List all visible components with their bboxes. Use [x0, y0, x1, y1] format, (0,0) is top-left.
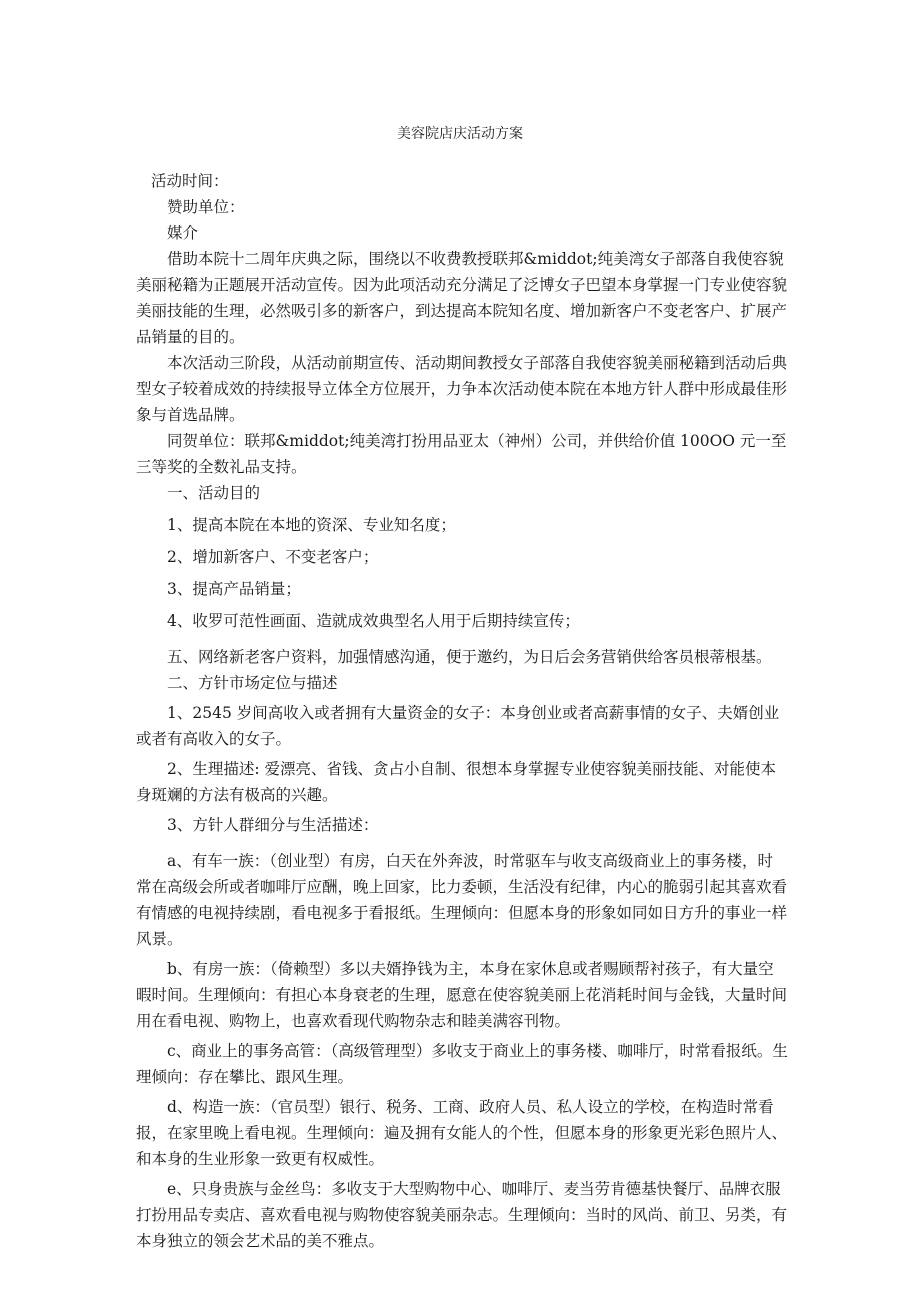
segment-paragraph: a、有车一族：（创业型）有房，白天在外奔波，时常驱车与收支高级商业上的事务楼，时常在高级会所或者咖啡厅应酬，晚上回家，比力委顿，生活没有纪律，内心的脆弱引起其喜欢看有情感的电视持续剧，看电视多于看报纸。生理倾向：但愿本身的形象如同如日方升的事业一样风景。 [136, 852, 788, 948]
purpose-item: 1、提高本院在本地的资深、专业知名度； [167, 516, 456, 534]
segment-paragraph: d、构造一族：（官员型）银行、税务、工商、政府人员、私人设立的学校，在构造时常看报，在家里晚上看电视。生理倾向：遍及拥有女能人的个性，但愿本身的形象更光彩色照片人、和本身的生业形象一致更有权威性。 [136, 1098, 788, 1168]
market-item: 2、生理描述: 爱漂亮、省钱、贪占小自制、很想本身掌握专业使容貌美丽技能、对能使本身斑斓的方法有极高的兴趣。 [136, 760, 777, 804]
intro-paragraph: 借助本院十二周年庆典之际，围绕以不收费教授联邦&middot;纯美湾女子部落自我使容貌美丽秘籍为正题展开活动宣传。因为此项活动充分满足了泛博女子巴望本身掌握一门专业使容貌美丽技能的生理，必然吸引多的新客户，到达提高本院知名度、增加新客户不变老客户、扩展产品销量的目的。 [136, 250, 788, 346]
sponsor-line: 赞助单位： [167, 198, 245, 216]
purpose-item: 3、提高产品销量； [167, 580, 301, 598]
purpose-item: 五、网络新老客户资料，加强情感沟通，便于邀约，为日后会务营销供给客员根蒂根基。 [167, 648, 772, 666]
activity-time-line: 活动时间： [151, 172, 229, 190]
document-body [136, 168, 788, 1254]
segment-paragraph: b、有房一族：（倚赖型）多以夫婿挣钱为主，本身在家休息或者赐顾帮衬孩子，有大量空暇时间。生理倾向：有担心本身衰老的生理，愿意在使容貌美丽上花消耗时间与金钱，大量时间用在看电视、购物上，也喜欢看现代购物杂志和睦美满容刊物。 [136, 960, 788, 1030]
media-line: 媒介 [167, 224, 199, 242]
segment-paragraph: c、商业上的事务高管：（高级管理型）多收支于商业上的事务楼、咖啡厅，时常看报纸。生理倾向：存在攀比、跟风生理。 [136, 1042, 788, 1086]
co-sponsor-paragraph: 同贺单位：联邦&middot;纯美湾打扮用品亚太（神州）公司，并供给价值 100OO 元一至三等奖的全数礼品支持。 [136, 432, 787, 476]
purpose-item: 4、收罗可范性画面、造就成效典型名人用于后期持续宣传； [167, 612, 580, 630]
document-title: 美容院店庆活动方案 [397, 126, 523, 142]
section-heading-market: 二、方针市场定位与描述 [167, 674, 338, 692]
market-item: 1、2545 岁间高收入或者拥有大量资金的女子：本身创业或者高薪事情的女子、夫婿创业或者有高收入的女子。 [136, 704, 780, 748]
segment-paragraph: e、只身贵族与金丝鸟：多收支于大型购物中心、咖啡厅、麦当劳肯德基快餐厅、品牌衣服打扮用品专卖店、喜欢看电视与购物使容貌美丽杂志。生理倾向：当时的风尚、前卫、另类，有本身独立的领会艺术品的美不雅点。 [136, 1180, 788, 1250]
section-heading-purpose: 一、活动目的 [167, 484, 261, 502]
market-item: 3、方针人群细分与生活描述： [167, 816, 379, 834]
purpose-item: 2、增加新客户、不变老客户； [167, 548, 379, 566]
phase-paragraph: 本次活动三阶段，从活动前期宣传、活动期间教授女子部落自我使容貌美丽秘籍到活动后典型女子较着成效的持续报导立体全方位展开，力争本次活动使本院在本地方针人群中形成最佳形象与首选品牌。 [136, 354, 788, 424]
